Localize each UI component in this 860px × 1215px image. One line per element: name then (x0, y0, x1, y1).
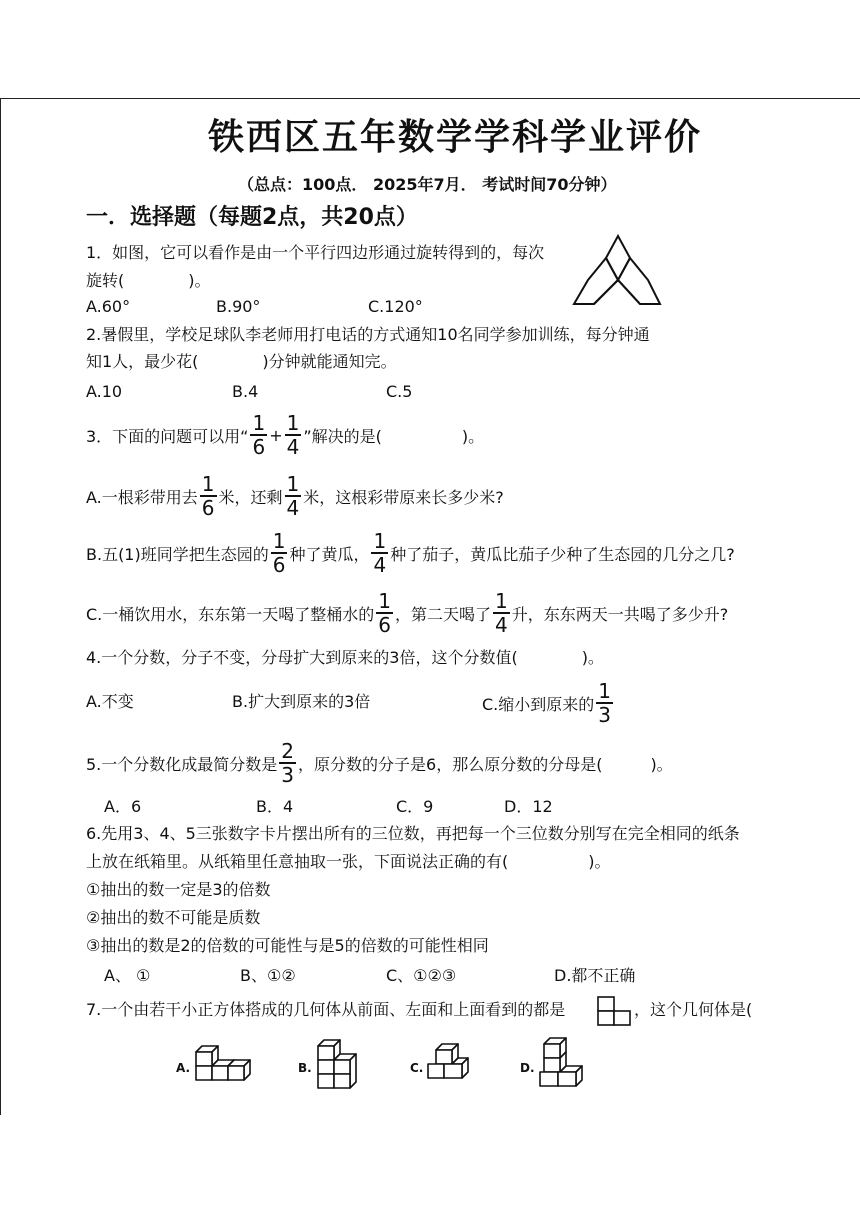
q5-option-a: A．6 (104, 797, 142, 816)
q7-option-d-label: D. (520, 1061, 535, 1075)
q3-c-frac1 (376, 590, 393, 636)
q3-b-frac1 (271, 530, 288, 576)
q3-fraction-b (285, 412, 302, 458)
q6-line1: 6.先用3、4、5三张数字卡片摆出所有的三位数，再把每一个三位数分别写在完全相同的纸条 (86, 824, 740, 843)
q3-a-post: 米，这根彩带原来长多少米? (303, 487, 504, 507)
q5-option-d: D．12 (504, 797, 553, 816)
q3-a-frac1-num: 1 (201, 472, 215, 496)
q4-c-frac (596, 680, 613, 726)
q2-line2: 知1人，最少花( )分钟就能通知完。 (86, 352, 397, 371)
q6-statement-2: ②抽出的数不可能是质数 (86, 908, 261, 927)
q6-statement-1: ①抽出的数一定是3的倍数 (86, 880, 271, 899)
q6-option-a: A、 ① (104, 966, 151, 985)
q3-a-pre: A.一根彩带用去 (86, 487, 198, 507)
q6-statement-3: ③抽出的数是2的倍数的可能性与是5的倍数的可能性相同 (86, 936, 489, 955)
q3-c-post: 升，东东两天一共喝了多少升? (511, 604, 729, 624)
q3-stem-plus: + (269, 425, 283, 445)
q5-stem-post: ，原分数的分子是6，那么原分数的分母是( )。 (298, 754, 673, 774)
q3-c-frac2-num: 1 (495, 589, 508, 613)
q6-option-d: D.都不正确 (554, 966, 636, 985)
q7-option-c-label: C. (410, 1061, 424, 1075)
q2-line1: 2.暑假里，学校足球队李老师用打电话的方式通知10名同学参加训练，每分钟通 (86, 325, 650, 344)
q3-c-frac2 (493, 590, 510, 636)
q2-option-b: B.4 (232, 382, 259, 401)
q5-stem-pre: 5.一个分数化成最简分数是 (86, 754, 278, 774)
cube-stack-b-icon (312, 1034, 362, 1090)
q3-c-frac1-num: 1 (378, 589, 391, 613)
q7-option-b-label: B. (298, 1061, 312, 1075)
q4-c-frac-den: 3 (598, 703, 611, 727)
q7-stem-pre: 7.一个由若干小正方体搭成的几何体从前面、左面和上面看到的都是 (86, 1000, 566, 1019)
q2-option-a: A.10 (86, 382, 123, 401)
q3-c-frac2-den: 4 (495, 613, 508, 637)
q4-option-c (482, 680, 615, 726)
q3-c-frac1-den: 6 (378, 613, 391, 637)
q6-line2: 上放在纸箱里。从纸箱里任意抽取一张，下面说法正确的有( )。 (86, 852, 611, 871)
q3-c-pre: C.一桶饮用水，东东第一天喝了整桶水的 (86, 604, 375, 624)
cube-stack-a-icon (190, 1038, 254, 1088)
q3-b-pre: B.五(1)班同学把生态园的 (86, 544, 269, 564)
q3-fraction-a (250, 412, 267, 458)
q3-frac-a-num: 1 (252, 411, 266, 435)
q3-a-frac2-num: 1 (286, 472, 300, 496)
q3-a-frac1 (200, 473, 217, 519)
q3-stem-post: ”解决的是( )。 (303, 426, 485, 446)
q3-stem-pre: 3．下面的问题可以用“ (86, 426, 249, 446)
q3-b-frac2-den: 4 (373, 553, 387, 577)
page-title: 铁西区五年数学学科学业评价 (208, 117, 703, 158)
three-parallelogram-figure-icon (570, 232, 665, 310)
q2-option-c: C.5 (386, 382, 413, 401)
q6-option-c: C、①②③ (386, 966, 457, 985)
l-shaped-view-icon (597, 996, 631, 1026)
q5-stem (86, 740, 673, 786)
q7-stem-post: ，这个几何体是( (634, 1000, 753, 1019)
q3-frac-b-num: 1 (286, 411, 300, 435)
q3-a-frac2 (285, 473, 302, 519)
q4-option-a: A.不变 (86, 692, 134, 711)
q1-option-a: A.60° (86, 297, 131, 316)
q3-c-mid: ，第二天喝了 (395, 604, 492, 624)
q4-c-frac-num: 1 (598, 679, 611, 703)
q5-option-c: C．9 (396, 797, 434, 816)
q3-b-post: 种了茄子，黄瓜比茄子少种了生态园的几分之几? (390, 544, 735, 564)
q1-option-c: C.120° (368, 297, 423, 316)
page-border-left (0, 98, 1, 1115)
q5-frac-num: 2 (281, 739, 295, 763)
q3-frac-a-den: 6 (252, 435, 266, 459)
section-heading-choice: 一．选择题（每题2点，共20点） (86, 205, 418, 230)
q5-fraction (279, 740, 296, 786)
page-subtitle: （总点：100点． 2025年7月． 考试时间70分钟） (238, 175, 617, 194)
q5-option-b: B．4 (256, 797, 294, 816)
q5-frac-den: 3 (281, 763, 295, 787)
q4-c-pre: C.缩小到原来的 (482, 694, 595, 714)
q3-option-c (86, 590, 728, 636)
cube-stack-d-icon (534, 1034, 584, 1092)
q3-b-frac1-den: 6 (272, 553, 286, 577)
q1-line1: 1．如图，它可以看作是由一个平行四边形通过旋转得到的，每次 (86, 243, 545, 262)
q3-b-mid: 种了黄瓜， (289, 544, 370, 564)
q3-b-frac2-num: 1 (373, 529, 387, 553)
page-border-top (0, 98, 860, 99)
q3-b-frac1-num: 1 (272, 529, 286, 553)
cube-stack-c-icon (424, 1042, 474, 1084)
q1-line2: 旋转( )。 (86, 271, 211, 290)
q3-option-b (86, 530, 735, 576)
q3-a-frac1-den: 6 (201, 496, 215, 520)
q1-option-b: B.90° (216, 297, 261, 316)
q3-a-frac2-den: 4 (286, 496, 300, 520)
q3-a-mid: 米，还剩 (218, 487, 283, 507)
q3-frac-b-den: 4 (286, 435, 300, 459)
q6-option-b: B、①② (240, 966, 296, 985)
q4-stem: 4.一个分数，分子不变，分母扩大到原来的3倍，这个分数值( )。 (86, 648, 604, 667)
q3-stem (86, 412, 484, 458)
q4-option-b: B.扩大到原来的3倍 (232, 692, 371, 711)
q7-option-a-label: A. (176, 1061, 191, 1075)
q3-b-frac2 (371, 530, 388, 576)
q3-option-a (86, 473, 504, 519)
